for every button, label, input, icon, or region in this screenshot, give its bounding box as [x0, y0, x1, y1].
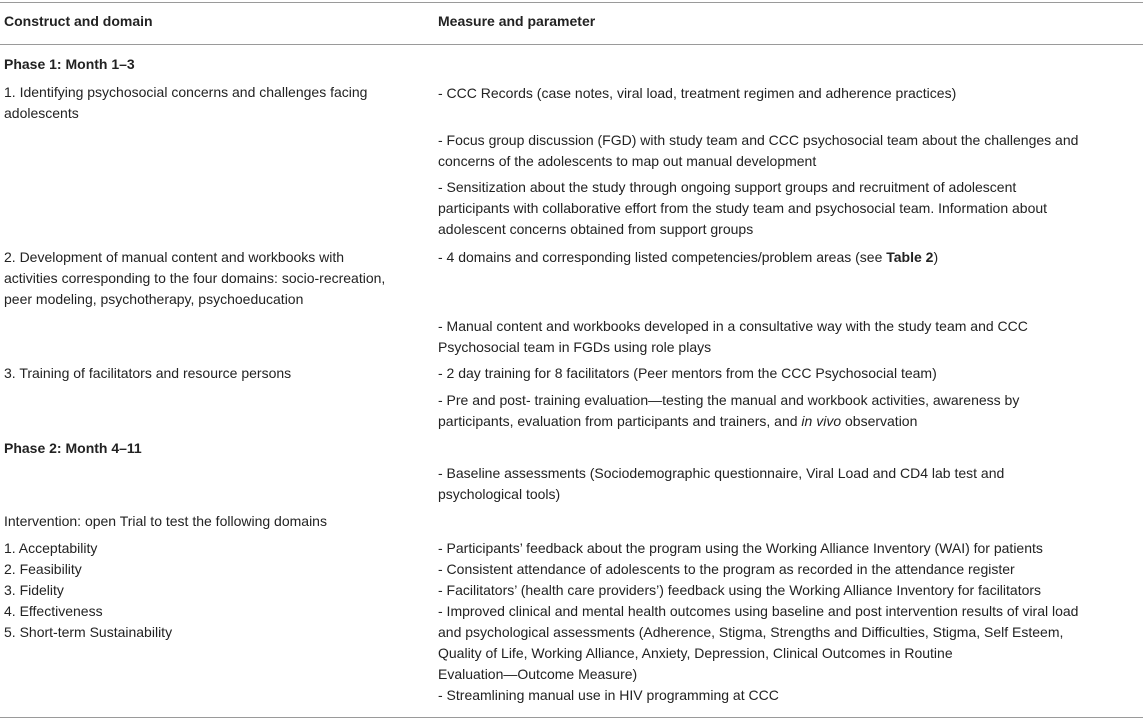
header-bottom-rule: [0, 44, 1143, 45]
phase2-domain-acceptability: 1. Acceptability: [4, 540, 98, 556]
table-top-rule: [0, 2, 1143, 3]
phase2-measure-line: - Streamlining manual use in HIV programming at CCC: [438, 687, 779, 703]
phase2-measure-line: and psychological assessments (Adherence, Stigma, Strengths and Difficulties, Stigma, Self Esteem,: [438, 624, 1064, 640]
phase1-row1-measure2-line1: - Focus group discussion (FGD) with study team and CCC psychosocial team about the challenges and: [438, 132, 1079, 148]
phase2-measure-line: Quality of Life, Working Alliance, Anxiety, Depression, Clinical Outcomes in Routine: [438, 645, 953, 661]
phase2-baseline-line2: psychological tools): [438, 486, 561, 502]
phase2-domain-effectiveness: 4. Effectiveness: [4, 603, 103, 619]
phase1-row1-measure2-line2: concerns of the adolescents to map out manual development: [438, 153, 817, 169]
phase1-title: Phase 1: Month 1–3: [4, 56, 135, 72]
phase2-measure-line: - Facilitators’ (health care providers’) feedback using the Working Alliance Inventory for facilitators: [438, 582, 1042, 598]
column-header-measure: Measure and parameter: [438, 13, 596, 29]
phase1-row1-domain-line2: adolescents: [4, 105, 79, 121]
column-header-construct: Construct and domain: [4, 13, 153, 29]
measure-text: ): [933, 249, 939, 265]
phase1-row1-measure3-line3: adolescent concerns obtained from support groups: [438, 221, 754, 237]
phase2-baseline-line1: - Baseline assessments (Sociodemographic questionnaire, Viral Load and CD4 lab test and: [438, 465, 1005, 481]
phase2-domain-feasibility: 2. Feasibility: [4, 561, 82, 577]
phase1-row2-domain-line2: activities corresponding to the four domains: socio-recreation,: [4, 270, 386, 286]
measure-text: - 4 domains and corresponding listed competencies/problem areas (see: [438, 249, 887, 265]
phase2-measure-line: - Participants’ feedback about the program using the Working Alliance Inventory (WAI) for patients: [438, 540, 1043, 556]
phase1-row2-measure1: [438, 247, 938, 268]
phase2-measure-line: - Improved clinical and mental health outcomes using baseline and post intervention results of viral load: [438, 603, 1079, 619]
phase1-row3-measure2-line2: [438, 411, 917, 432]
phase1-row2-measure2-line1: - Manual content and workbooks developed in a consultative way with the study team and CCC: [438, 318, 1028, 334]
measure-text: observation: [841, 413, 918, 429]
in-vivo-italic: in vivo: [801, 413, 842, 429]
phase2-measure-line: - Consistent attendance of adolescents to the program as recorded in the attendance register: [438, 561, 1015, 577]
phase2-measure-line: Evaluation—Outcome Measure): [438, 666, 638, 682]
phase1-row3-domain: 3. Training of facilitators and resource persons: [4, 365, 292, 381]
phase1-row2-measure2-line2: Psychosocial team in FGDs using role plays: [438, 339, 712, 355]
measure-text: participants, evaluation from participants and trainers, and: [438, 413, 802, 429]
phase2-intervention: Intervention: open Trial to test the following domains: [4, 513, 327, 529]
phase1-row1-measure1: - CCC Records (case notes, viral load, treatment regimen and adherence practices): [438, 85, 957, 101]
phase1-row1-measure3-line1: - Sensitization about the study through ongoing support groups and recruitment of adolescent: [438, 179, 1017, 195]
phase1-row1-measure3-line2: participants with collaborative effort from the study team and psychosocial team. Information about: [438, 200, 1048, 216]
phase2-domain-sustainability: 5. Short-term Sustainability: [4, 624, 173, 640]
phase2-title: Phase 2: Month 4–11: [4, 440, 142, 456]
phase1-row2-domain-line1: 2. Development of manual content and workbooks with: [4, 249, 345, 265]
phase1-row3-measure2-line1: - Pre and post- training evaluation—testing the manual and workbook activities, awareness by: [438, 392, 1020, 408]
phase1-row3-measure1: - 2 day training for 8 facilitators (Peer mentors from the CCC Psychosocial team): [438, 365, 937, 381]
phase1-row2-domain-line3: peer modeling, psychotherapy, psychoeducation: [4, 291, 304, 307]
table-bottom-rule: [0, 717, 1143, 718]
table2-link[interactable]: Table 2: [886, 249, 934, 265]
phase2-domain-fidelity: 3. Fidelity: [4, 582, 64, 598]
phase1-row1-domain-line1: 1. Identifying psychosocial concerns and challenges facing: [4, 84, 368, 100]
